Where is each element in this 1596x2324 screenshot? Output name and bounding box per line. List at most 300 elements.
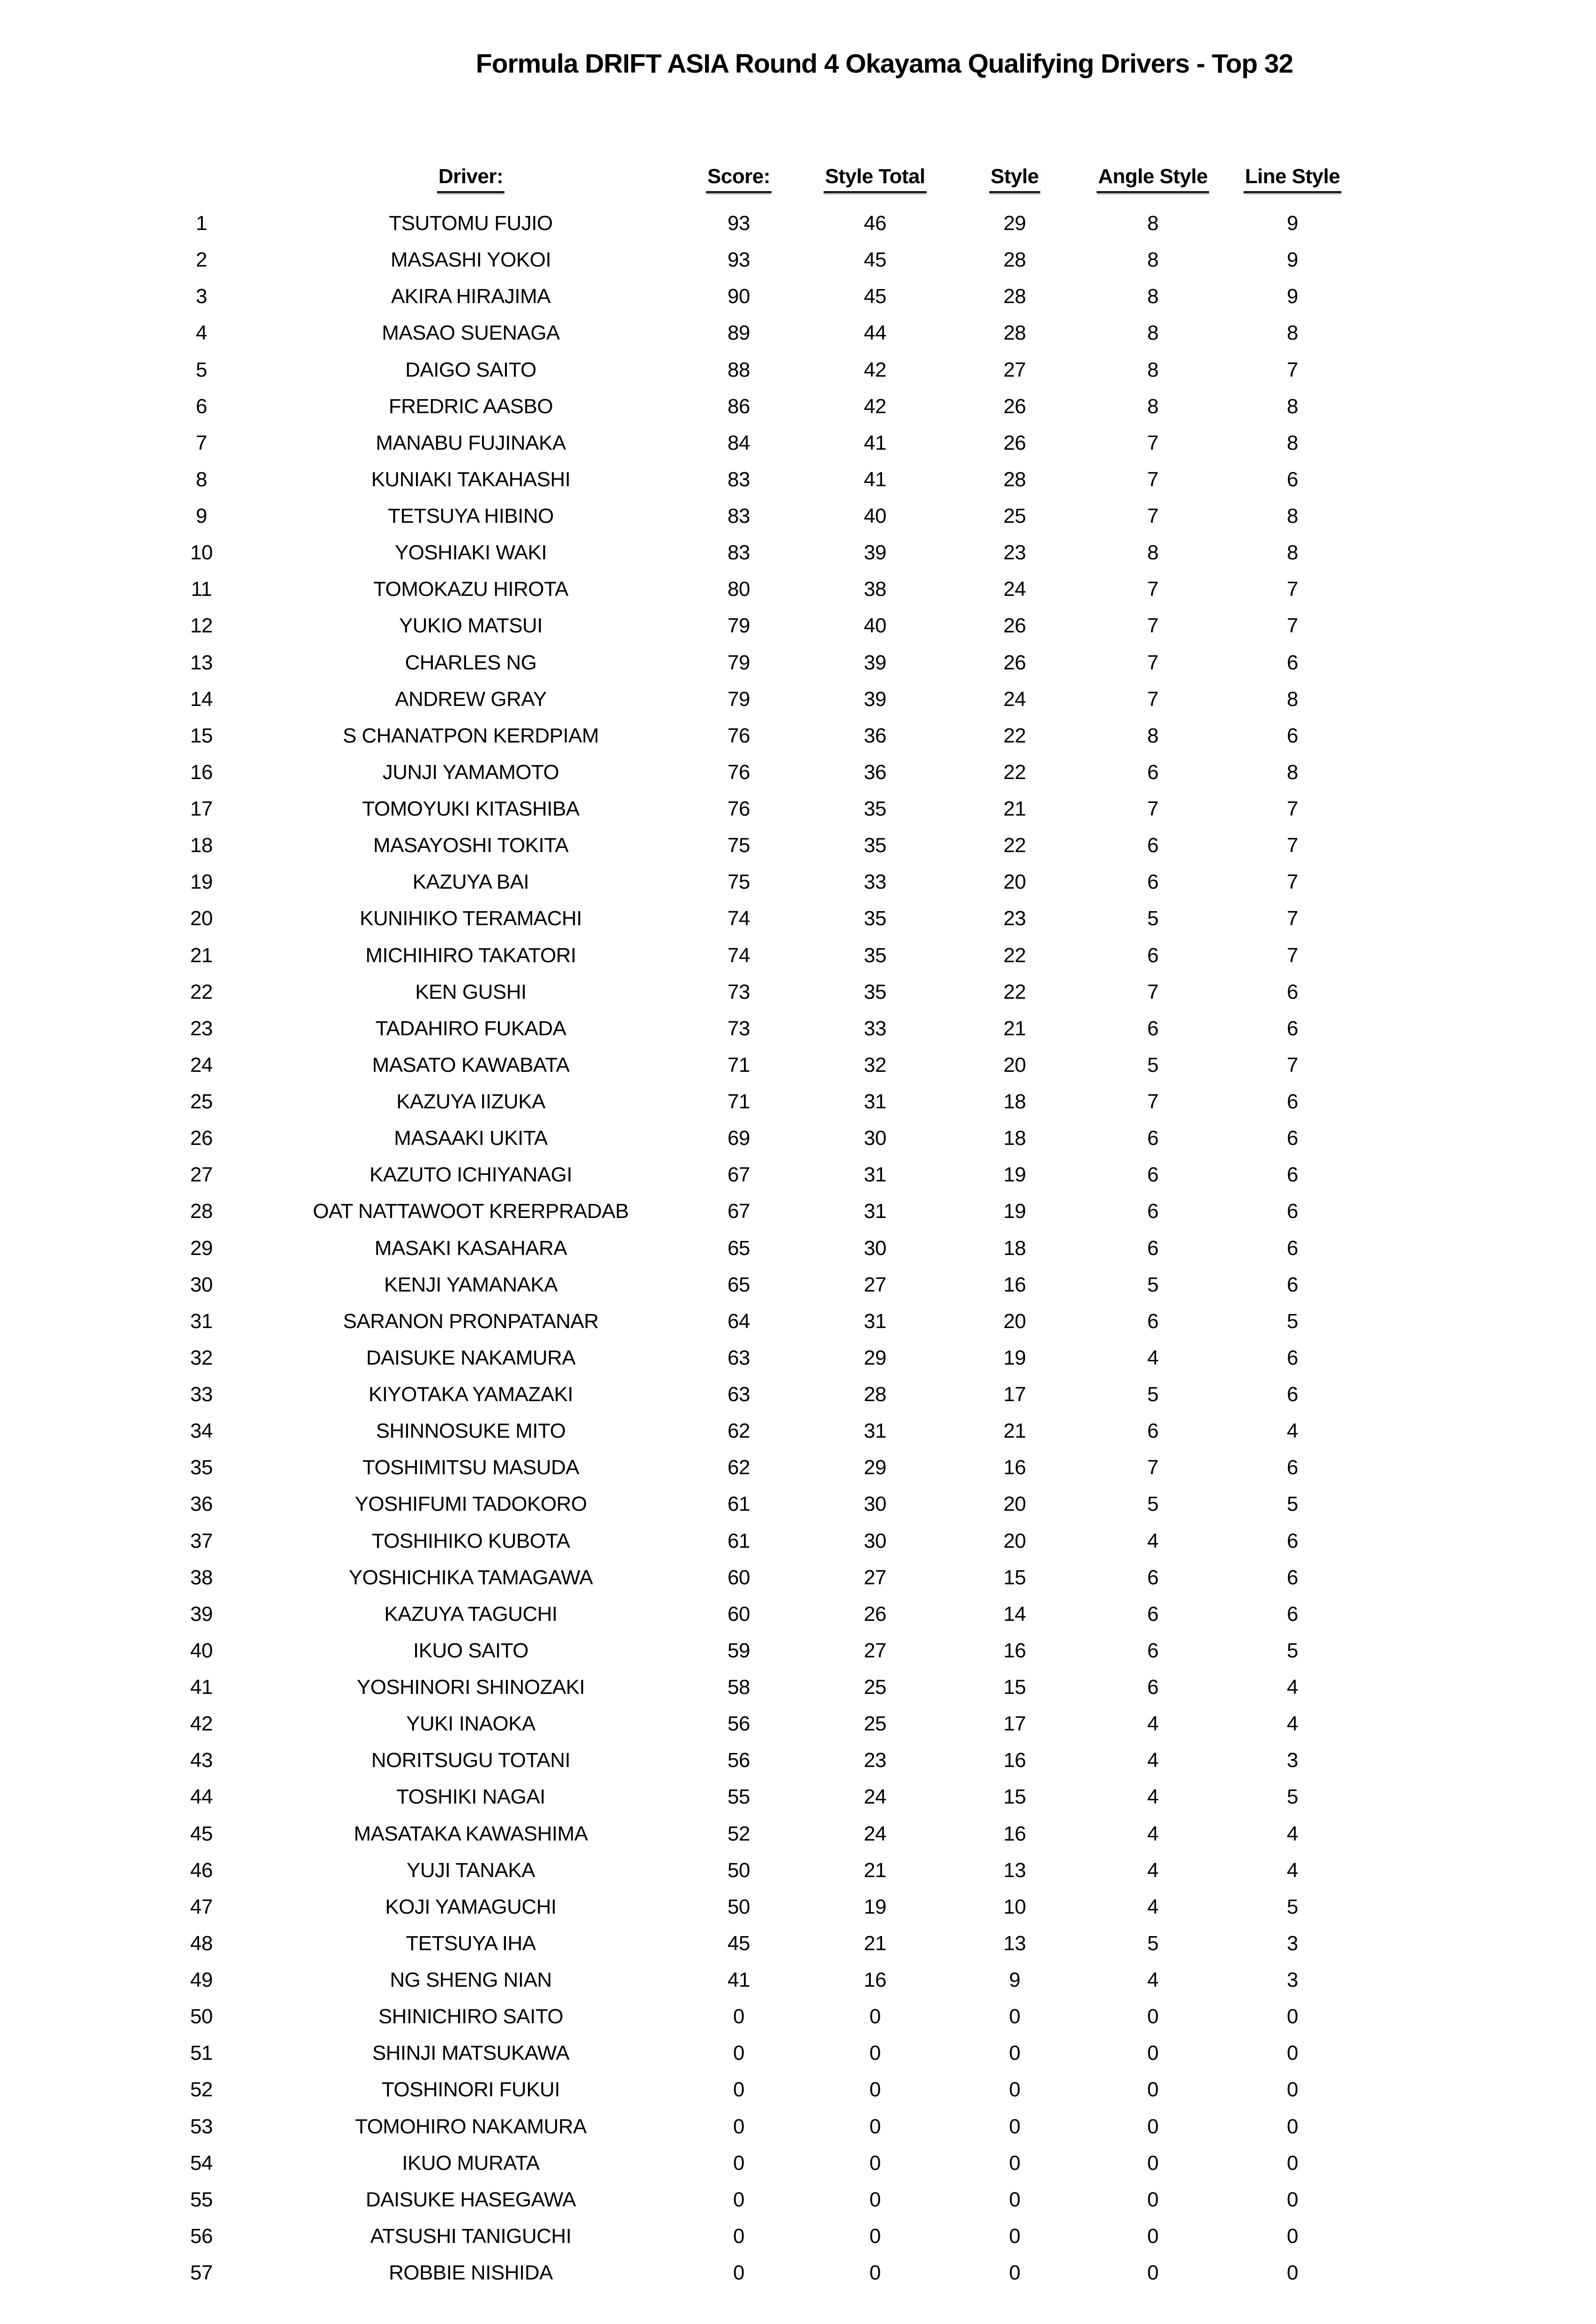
driver-cell: KAZUYA TAGUCHI	[384, 1602, 557, 1626]
rank-cell: 21	[190, 943, 213, 967]
style-total-cell: 31	[864, 1090, 886, 1113]
line-style-cell: 7	[1287, 907, 1298, 930]
score-cell: 0	[733, 2188, 744, 2211]
score-cell: 0	[733, 2115, 744, 2138]
style-total-cell: 26	[864, 1602, 886, 1626]
line-style-cell: 7	[1287, 870, 1298, 894]
rank-cell: 52	[190, 2078, 213, 2101]
score-cell: 73	[727, 980, 750, 1003]
style-total-cell: 38	[864, 578, 886, 601]
line-style-cell: 5	[1287, 1639, 1298, 1662]
style-cell: 9	[1009, 1968, 1020, 1991]
style-total-cell: 42	[864, 358, 886, 381]
score-cell: 50	[727, 1895, 750, 1918]
score-cell: 83	[727, 505, 750, 527]
line-style-cell: 6	[1287, 980, 1298, 1003]
driver-cell: KAZUTO ICHIYANAGI	[369, 1163, 572, 1187]
driver-cell: YOSHIFUMI TADOKORO	[355, 1492, 587, 1516]
style-cell: 27	[1003, 358, 1026, 381]
driver-cell: MASAO SUENAGA	[382, 321, 560, 345]
rank-cell: 25	[190, 1090, 213, 1113]
angle-style-cell: 8	[1147, 358, 1158, 381]
rank-cell: 17	[190, 797, 213, 820]
style-cell: 23	[1003, 907, 1026, 930]
style-total-cell: 0	[869, 2188, 881, 2211]
table-row	[0, 2072, 1596, 2108]
driver-cell: KENJI YAMANAKA	[384, 1273, 558, 1296]
table-row	[0, 205, 1596, 242]
angle-style-cell: 4	[1147, 1895, 1158, 1918]
line-style-cell: 8	[1287, 505, 1298, 527]
style-cell: 22	[1003, 943, 1026, 967]
table-row	[0, 754, 1596, 791]
driver-cell: KUNIAKI TAKAHASHI	[371, 468, 571, 491]
score-cell: 89	[727, 321, 750, 345]
table-row	[0, 1962, 1596, 1998]
driver-cell: SARANON PRONPATANAR	[343, 1309, 599, 1333]
score-cell: 83	[727, 468, 750, 491]
angle-style-cell: 7	[1147, 980, 1158, 1003]
angle-style-cell: 4	[1147, 1822, 1158, 1845]
style-total-cell: 31	[864, 1200, 886, 1223]
score-cell: 74	[727, 943, 750, 967]
rank-cell: 20	[190, 907, 213, 930]
style-cell: 20	[1003, 1309, 1026, 1333]
style-cell: 22	[1003, 760, 1026, 784]
style-total-cell: 25	[864, 1676, 886, 1699]
rank-cell: 39	[190, 1602, 213, 1626]
style-total-cell: 19	[864, 1895, 886, 1918]
style-cell: 19	[1003, 1346, 1026, 1369]
score-cell: 60	[727, 1566, 750, 1589]
table-row	[0, 1706, 1596, 1742]
table-row	[0, 1340, 1596, 1376]
style-total-cell: 31	[864, 1419, 886, 1443]
line-style-cell: 0	[1287, 2115, 1298, 2138]
line-style-cell: 6	[1287, 1456, 1298, 1479]
driver-cell: KAZUYA BAI	[412, 870, 529, 894]
table-row	[0, 1303, 1596, 1340]
style-cell: 21	[1003, 797, 1026, 820]
table-row	[0, 535, 1596, 571]
score-cell: 88	[727, 358, 750, 381]
style-cell: 22	[1003, 980, 1026, 1003]
rank-cell: 33	[190, 1383, 213, 1406]
rank-cell: 22	[190, 980, 213, 1003]
angle-style-cell: 6	[1147, 1200, 1158, 1223]
angle-style-cell: 5	[1147, 1492, 1158, 1516]
table-header	[0, 165, 1596, 202]
angle-style-cell: 0	[1147, 2224, 1158, 2248]
score-cell: 79	[727, 614, 750, 638]
style-total-cell: 30	[864, 1492, 886, 1516]
line-style-cell: 0	[1287, 2042, 1298, 2065]
style-cell: 22	[1003, 724, 1026, 747]
style-total-cell: 29	[864, 1346, 886, 1369]
style-cell: 0	[1009, 2261, 1020, 2284]
style-total-cell: 36	[864, 724, 886, 747]
style-total-cell: 31	[864, 1163, 886, 1187]
score-cell: 76	[727, 724, 750, 747]
angle-style-cell: 5	[1147, 1383, 1158, 1406]
angle-style-cell: 6	[1147, 943, 1158, 967]
column-header-style-total: Style Total	[824, 165, 927, 193]
driver-cell: IKUO MURATA	[402, 2151, 540, 2175]
table-row	[0, 1413, 1596, 1449]
rank-cell: 49	[190, 1968, 213, 1991]
driver-cell: MICHIHIRO TAKATORI	[365, 943, 576, 967]
score-cell: 56	[727, 1749, 750, 1772]
line-style-cell: 6	[1287, 1090, 1298, 1113]
table-row	[0, 864, 1596, 900]
style-total-cell: 33	[864, 1017, 886, 1040]
score-cell: 45	[727, 1931, 750, 1955]
style-cell: 20	[1003, 1492, 1026, 1516]
table-row	[0, 1230, 1596, 1267]
rank-cell: 38	[190, 1566, 213, 1589]
score-cell: 65	[727, 1236, 750, 1260]
style-total-cell: 0	[869, 2005, 881, 2028]
driver-cell: TSUTOMU FUJIO	[389, 212, 553, 235]
style-total-cell: 23	[864, 1749, 886, 1772]
style-total-cell: 45	[864, 285, 886, 308]
table-body	[0, 205, 1596, 2291]
table-row	[0, 1193, 1596, 1230]
score-cell: 86	[727, 394, 750, 418]
table-row	[0, 1852, 1596, 1889]
table-row	[0, 1596, 1596, 1633]
driver-cell: MASATAKA KAWASHIMA	[354, 1822, 588, 1845]
angle-style-cell: 0	[1147, 2042, 1158, 2065]
table-row	[0, 1267, 1596, 1303]
driver-cell: KAZUYA IIZUKA	[396, 1090, 545, 1113]
driver-cell: TOMOHIRO NAKAMURA	[355, 2115, 587, 2138]
style-total-cell: 0	[869, 2261, 881, 2284]
table-row	[0, 388, 1596, 425]
style-cell: 24	[1003, 687, 1026, 711]
score-cell: 59	[727, 1639, 750, 1662]
angle-style-cell: 7	[1147, 651, 1158, 674]
driver-cell: YUKI INAOKA	[406, 1712, 535, 1736]
style-total-cell: 32	[864, 1053, 886, 1077]
rank-cell: 54	[190, 2151, 213, 2175]
angle-style-cell: 0	[1147, 2151, 1158, 2175]
style-cell: 28	[1003, 321, 1026, 345]
style-total-cell: 44	[864, 321, 886, 345]
style-cell: 26	[1003, 614, 1026, 638]
style-total-cell: 24	[864, 1822, 886, 1845]
angle-style-cell: 8	[1147, 321, 1158, 345]
angle-style-cell: 6	[1147, 1017, 1158, 1040]
angle-style-cell: 7	[1147, 468, 1158, 491]
style-cell: 15	[1003, 1676, 1026, 1699]
driver-cell: MASASHI YOKOI	[390, 248, 551, 272]
score-cell: 61	[727, 1492, 750, 1516]
driver-cell: IKUO SAITO	[413, 1639, 529, 1662]
style-total-cell: 0	[869, 2078, 881, 2101]
angle-style-cell: 6	[1147, 1163, 1158, 1187]
rank-cell: 16	[190, 760, 213, 784]
rank-cell: 47	[190, 1895, 213, 1918]
driver-cell: NG SHENG NIAN	[390, 1968, 552, 1991]
style-cell: 18	[1003, 1127, 1026, 1150]
score-cell: 65	[727, 1273, 750, 1296]
score-cell: 63	[727, 1346, 750, 1369]
driver-cell: TOSHIHIKO KUBOTA	[371, 1529, 570, 1552]
rank-cell: 9	[196, 505, 207, 527]
table-row	[0, 315, 1596, 351]
angle-style-cell: 6	[1147, 870, 1158, 894]
angle-style-cell: 7	[1147, 797, 1158, 820]
line-style-cell: 4	[1287, 1712, 1298, 1736]
line-style-cell: 7	[1287, 614, 1298, 638]
driver-cell: SHINJI MATSUKAWA	[372, 2042, 570, 2065]
driver-cell: KEN GUSHI	[415, 980, 527, 1003]
driver-cell: OAT NATTAWOOT KRERPRADAB	[312, 1200, 629, 1223]
style-total-cell: 30	[864, 1127, 886, 1150]
column-header-style: Style	[989, 165, 1040, 193]
table-row	[0, 1779, 1596, 1815]
table-row	[0, 1084, 1596, 1120]
rank-cell: 28	[190, 1200, 213, 1223]
table-row	[0, 827, 1596, 864]
rank-cell: 7	[196, 431, 207, 454]
angle-style-cell: 7	[1147, 1090, 1158, 1113]
style-cell: 0	[1009, 2005, 1020, 2028]
rank-cell: 42	[190, 1712, 213, 1736]
angle-style-cell: 5	[1147, 1273, 1158, 1296]
style-total-cell: 27	[864, 1639, 886, 1662]
driver-cell: FREDRIC AASBO	[388, 394, 553, 418]
angle-style-cell: 6	[1147, 1236, 1158, 1260]
line-style-cell: 3	[1287, 1749, 1298, 1772]
rank-cell: 27	[190, 1163, 213, 1187]
angle-style-cell: 7	[1147, 1456, 1158, 1479]
line-style-cell: 0	[1287, 2078, 1298, 2101]
score-cell: 90	[727, 285, 750, 308]
style-total-cell: 30	[864, 1529, 886, 1552]
table-row	[0, 791, 1596, 827]
style-cell: 26	[1003, 651, 1026, 674]
angle-style-cell: 5	[1147, 907, 1158, 930]
score-cell: 71	[727, 1053, 750, 1077]
rank-cell: 3	[196, 285, 207, 308]
driver-cell: DAISUKE NAKAMURA	[366, 1346, 576, 1369]
angle-style-cell: 6	[1147, 1566, 1158, 1589]
driver-cell: ATSUSHI TANIGUCHI	[370, 2224, 572, 2248]
rank-cell: 53	[190, 2115, 213, 2138]
score-cell: 61	[727, 1529, 750, 1552]
style-total-cell: 21	[864, 1858, 886, 1882]
rank-cell: 8	[196, 468, 207, 491]
driver-cell: ROBBIE NISHIDA	[389, 2261, 553, 2284]
rank-cell: 48	[190, 1931, 213, 1955]
score-cell: 64	[727, 1309, 750, 1333]
style-total-cell: 0	[869, 2042, 881, 2065]
style-cell: 26	[1003, 431, 1026, 454]
line-style-cell: 6	[1287, 1236, 1298, 1260]
line-style-cell: 7	[1287, 797, 1298, 820]
table-row	[0, 1925, 1596, 1962]
angle-style-cell: 7	[1147, 505, 1158, 527]
rank-cell: 30	[190, 1273, 213, 1296]
style-total-cell: 40	[864, 614, 886, 638]
line-style-cell: 8	[1287, 321, 1298, 345]
rank-cell: 32	[190, 1346, 213, 1369]
rank-cell: 6	[196, 394, 207, 418]
style-total-cell: 25	[864, 1712, 886, 1736]
rank-cell: 24	[190, 1053, 213, 1077]
rank-cell: 43	[190, 1749, 213, 1772]
line-style-cell: 8	[1287, 760, 1298, 784]
line-style-cell: 6	[1287, 651, 1298, 674]
table-row	[0, 900, 1596, 937]
angle-style-cell: 4	[1147, 1749, 1158, 1772]
style-cell: 0	[1009, 2078, 1020, 2101]
angle-style-cell: 0	[1147, 2115, 1158, 2138]
style-total-cell: 35	[864, 980, 886, 1003]
score-cell: 71	[727, 1090, 750, 1113]
style-cell: 10	[1003, 1895, 1026, 1918]
score-cell: 83	[727, 541, 750, 564]
score-cell: 0	[733, 2042, 744, 2065]
angle-style-cell: 8	[1147, 248, 1158, 272]
line-style-cell: 3	[1287, 1968, 1298, 1991]
style-total-cell: 30	[864, 1236, 886, 1260]
line-style-cell: 4	[1287, 1676, 1298, 1699]
style-total-cell: 41	[864, 431, 886, 454]
angle-style-cell: 0	[1147, 2188, 1158, 2211]
line-style-cell: 6	[1287, 1127, 1298, 1150]
angle-style-cell: 8	[1147, 541, 1158, 564]
table-row	[0, 1816, 1596, 1852]
table-row	[0, 278, 1596, 315]
driver-cell: DAIGO SAITO	[405, 358, 536, 381]
line-style-cell: 8	[1287, 541, 1298, 564]
line-style-cell: 4	[1287, 1822, 1298, 1845]
style-cell: 18	[1003, 1236, 1026, 1260]
table-row	[0, 1559, 1596, 1596]
angle-style-cell: 4	[1147, 1785, 1158, 1809]
angle-style-cell: 8	[1147, 212, 1158, 235]
style-cell: 16	[1003, 1749, 1026, 1772]
table-row	[0, 1376, 1596, 1413]
style-cell: 28	[1003, 468, 1026, 491]
score-cell: 67	[727, 1200, 750, 1223]
table-row	[0, 571, 1596, 608]
score-cell: 41	[727, 1968, 750, 1991]
rank-cell: 29	[190, 1236, 213, 1260]
line-style-cell: 8	[1287, 394, 1298, 418]
driver-cell: SHINNOSUKE MITO	[376, 1419, 566, 1443]
line-style-cell: 0	[1287, 2224, 1298, 2248]
angle-style-cell: 7	[1147, 687, 1158, 711]
style-total-cell: 27	[864, 1566, 886, 1589]
line-style-cell: 5	[1287, 1309, 1298, 1333]
angle-style-cell: 5	[1147, 1931, 1158, 1955]
angle-style-cell: 8	[1147, 724, 1158, 747]
score-cell: 93	[727, 248, 750, 272]
column-header-driver: Driver:	[437, 165, 505, 193]
table-row	[0, 2035, 1596, 2072]
driver-cell: MANABU FUJINAKA	[376, 431, 566, 454]
score-cell: 80	[727, 578, 750, 601]
style-total-cell: 42	[864, 394, 886, 418]
driver-cell: YOSHIAKI WAKI	[394, 541, 547, 564]
style-total-cell: 33	[864, 870, 886, 894]
line-style-cell: 6	[1287, 1346, 1298, 1369]
driver-cell: JUNJI YAMAMOTO	[382, 760, 559, 784]
style-total-cell: 31	[864, 1309, 886, 1333]
score-cell: 74	[727, 907, 750, 930]
driver-cell: ANDREW GRAY	[395, 687, 547, 711]
driver-cell: MASAKI KASAHARA	[374, 1236, 567, 1260]
score-cell: 67	[727, 1163, 750, 1187]
style-cell: 28	[1003, 248, 1026, 272]
angle-style-cell: 8	[1147, 285, 1158, 308]
table-row	[0, 1047, 1596, 1084]
line-style-cell: 7	[1287, 943, 1298, 967]
column-header-score: Score:	[706, 165, 772, 193]
driver-cell: AKIRA HIRAJIMA	[391, 285, 551, 308]
style-cell: 29	[1003, 212, 1026, 235]
line-style-cell: 6	[1287, 1163, 1298, 1187]
rank-cell: 46	[190, 1858, 213, 1882]
style-cell: 22	[1003, 834, 1026, 857]
style-total-cell: 0	[869, 2151, 881, 2175]
style-cell: 17	[1003, 1383, 1026, 1406]
table-row	[0, 1120, 1596, 1157]
table-row	[0, 645, 1596, 681]
score-cell: 63	[727, 1383, 750, 1406]
style-cell: 20	[1003, 870, 1026, 894]
table-row	[0, 608, 1596, 644]
style-total-cell: 24	[864, 1785, 886, 1809]
driver-cell: YUJI TANAKA	[406, 1858, 535, 1882]
rank-cell: 34	[190, 1419, 213, 1443]
rank-cell: 50	[190, 2005, 213, 2028]
style-cell: 25	[1003, 505, 1026, 527]
table-row	[0, 681, 1596, 718]
angle-style-cell: 5	[1147, 1053, 1158, 1077]
table-row	[0, 2255, 1596, 2291]
angle-style-cell: 6	[1147, 1309, 1158, 1333]
angle-style-cell: 0	[1147, 2005, 1158, 2028]
table-row	[0, 1010, 1596, 1047]
line-style-cell: 9	[1287, 212, 1298, 235]
table-row	[0, 498, 1596, 535]
line-style-cell: 7	[1287, 1053, 1298, 1077]
table-row	[0, 425, 1596, 461]
angle-style-cell: 7	[1147, 578, 1158, 601]
style-cell: 20	[1003, 1053, 1026, 1077]
line-style-cell: 7	[1287, 578, 1298, 601]
driver-cell: KOJI YAMAGUCHI	[385, 1895, 557, 1918]
table-row	[0, 1742, 1596, 1779]
style-cell: 21	[1003, 1017, 1026, 1040]
driver-cell: YUKIO MATSUI	[399, 614, 543, 638]
style-total-cell: 40	[864, 505, 886, 527]
line-style-cell: 6	[1287, 1017, 1298, 1040]
style-cell: 24	[1003, 578, 1026, 601]
rank-cell: 57	[190, 2261, 213, 2284]
score-cell: 75	[727, 834, 750, 857]
rank-cell: 26	[190, 1127, 213, 1150]
rank-cell: 55	[190, 2188, 213, 2211]
style-total-cell: 39	[864, 687, 886, 711]
driver-cell: DAISUKE HASEGAWA	[365, 2188, 576, 2211]
driver-cell: TOMOYUKI KITASHIBA	[362, 797, 579, 820]
